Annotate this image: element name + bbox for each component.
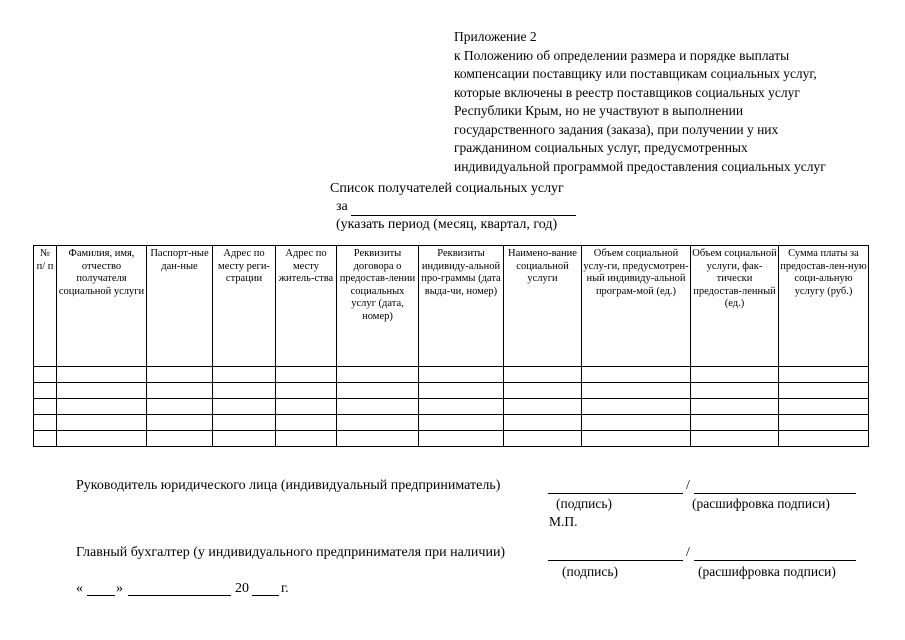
date-day-line[interactable] (87, 595, 115, 596)
header-service-name: Наимено-вание социальной услуги (504, 246, 582, 367)
date-year-prefix: 20 (235, 581, 249, 596)
document-title (290, 180, 630, 234)
table-row (34, 431, 869, 447)
accountant-decode-line[interactable] (694, 560, 856, 561)
header-full-name: Фамилия, имя, отчество получателя социальной услуги (57, 246, 147, 367)
period-za: за (336, 199, 348, 214)
head-sign-line[interactable] (548, 493, 683, 494)
table-row (34, 367, 869, 383)
table-header-row (34, 246, 869, 367)
appendix-line: которые включены в реестр поставщиков социальных услуг (454, 84, 800, 100)
appendix-line: Республики Крым, но не участвуют в выполнении (454, 103, 744, 118)
header-program-details: Реквизиты индивиду-альной про-граммы (дата выда-чи, номер) (419, 246, 504, 367)
appendix-line: компенсации поставщику или поставщикам социальных услуг, (454, 66, 817, 81)
head-decode-caption: (расшифровка подписи) (692, 496, 830, 511)
recipients-table (33, 245, 869, 447)
header-passport: Паспорт-ные дан-ные (147, 246, 213, 367)
header-registration-address: Адрес по месту реги-страции (213, 246, 276, 367)
appendix-header (454, 28, 894, 176)
table-row (34, 415, 869, 431)
appendix-line: к Положению об определении размера и порядке выплаты (454, 47, 790, 63)
accountant-sign-caption: (подпись) (562, 564, 619, 579)
accountant-decode-caption: (расшифровка подписи) (698, 564, 836, 579)
header-residence-address: Адрес по месту житель-ства (276, 246, 337, 367)
date-open-quote: « (76, 581, 83, 596)
period-hint: (указать период (месяц, квартал, год) (336, 217, 558, 232)
appendix-line: государственного задания (заказа), при получении у них (454, 121, 779, 137)
head-signature-label: Руководитель юридического лица (индивидуальный предприниматель) (76, 478, 501, 493)
accountant-signature-label: Главный бухгалтер (у индивидуального предпринимателя при наличии) (76, 545, 506, 560)
appendix-line: гражданином социальных услуг, предусмотренных (454, 140, 748, 155)
date-year-suffix: г. (281, 581, 289, 596)
table-row (34, 383, 869, 399)
header-payment-sum: Сумма платы за предостав-лен-ную соци-альную услугу (руб.) (779, 246, 869, 367)
head-slash: / (686, 478, 690, 493)
header-number: № п/ п (34, 246, 57, 367)
header-actual-volume: Объем социальной услуги, фак-тически предостав-ленный (ед.) (691, 246, 779, 367)
appendix-line: индивидуальной программой предоставления социальных услуг (454, 158, 826, 174)
date-close-quote: » (116, 581, 123, 596)
stamp-placeholder: М.П. (549, 514, 578, 529)
period-line (290, 198, 630, 216)
period-blank (351, 203, 576, 216)
appendix-line: Приложение 2 (454, 29, 537, 44)
accountant-sign-line[interactable] (548, 560, 683, 561)
title-line: Список получателей социальных услуг (330, 181, 564, 196)
header-planned-volume: Объем социальной услу-ги, предусмотрен-ный индивиду-альной програм-мой (ед.) (582, 246, 691, 367)
date-year-line[interactable] (252, 595, 279, 596)
table-row (34, 399, 869, 415)
head-sign-caption: (подпись) (556, 496, 613, 511)
accountant-slash: / (686, 545, 690, 560)
date-month-line[interactable] (128, 595, 231, 596)
header-contract-details: Реквизиты договора о предостав-лении социальных услуг (дата, номер) (337, 246, 419, 367)
head-decode-line[interactable] (694, 493, 856, 494)
